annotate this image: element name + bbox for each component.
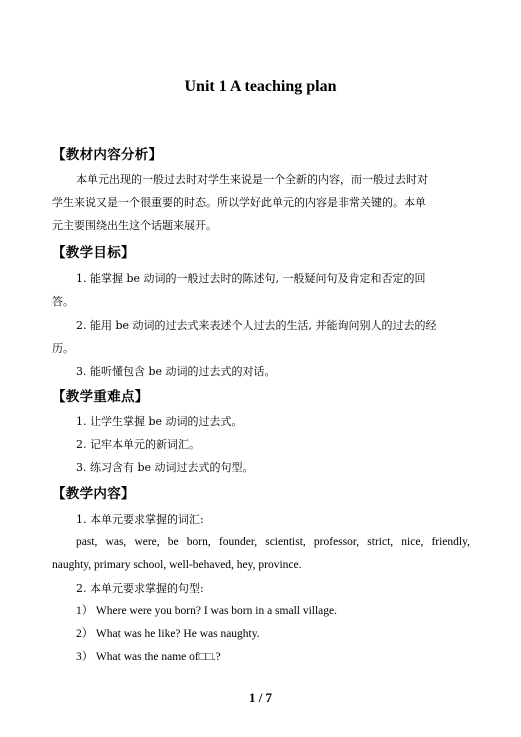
page-number: 1 / 7 bbox=[248, 690, 273, 705]
objective-item-1-cont: 答。 bbox=[52, 295, 74, 308]
key-point-item-3: 3. 练习含有 be 动词过去式的句型。 bbox=[76, 461, 254, 474]
section-heading-objectives: 【教学目标】 bbox=[52, 245, 135, 261]
section-heading-analysis: 【教材内容分析】 bbox=[52, 147, 163, 163]
section-heading-content: 【教学内容】 bbox=[52, 486, 135, 502]
analysis-line-1: 本单元出现的一般过去时对学生来说是一个全新的内容，而一般过去时对 bbox=[76, 173, 428, 186]
key-point-item-2: 2. 记牢本单元的新词汇。 bbox=[76, 438, 200, 451]
section-heading-key-points: 【教学重难点】 bbox=[52, 389, 149, 405]
document-title: Unit 1 A teaching plan bbox=[184, 78, 337, 95]
objective-item-3: 3. 能听懂包含 be 动词的过去式的对话。 bbox=[76, 365, 276, 378]
analysis-line-2: 学生来说又是一个很重要的时态。所以学好此单元的内容是非常关键的。本单 bbox=[52, 196, 426, 209]
vocab-list-line-2: naughty, primary school, well-behaved, hey, province. bbox=[52, 559, 302, 571]
key-point-item-1: 1. 让学生掌握 be 动词的过去式。 bbox=[76, 415, 243, 428]
sentence-pattern-2: 2） What was he like? He was naughty. bbox=[76, 628, 260, 640]
sentence-pattern-3: 3） What was the name of□□.? bbox=[76, 651, 221, 663]
sentence-pattern-1: 1） Where were you born? I was born in a small village. bbox=[76, 605, 338, 617]
sentence-label: 2. 本单元要求掌握的句型: bbox=[76, 582, 204, 595]
vocab-list-line-1: past, was, were, be born, founder, scientist, professor, strict, nice, friendly, bbox=[76, 536, 470, 548]
analysis-line-3: 元主要围绕出生这个话题来展开。 bbox=[52, 219, 217, 232]
objective-item-1: 1. 能掌握 be 动词的一般过去时的陈述句, 一般疑问句及肯定和否定的回 bbox=[76, 272, 426, 285]
objective-item-2: 2. 能用 be 动词的过去式来表述个人过去的生活, 并能询问别人的过去的经 bbox=[76, 319, 437, 332]
vocab-label: 1. 本单元要求掌握的词汇: bbox=[76, 513, 204, 526]
objective-item-2-cont: 历。 bbox=[52, 342, 74, 355]
